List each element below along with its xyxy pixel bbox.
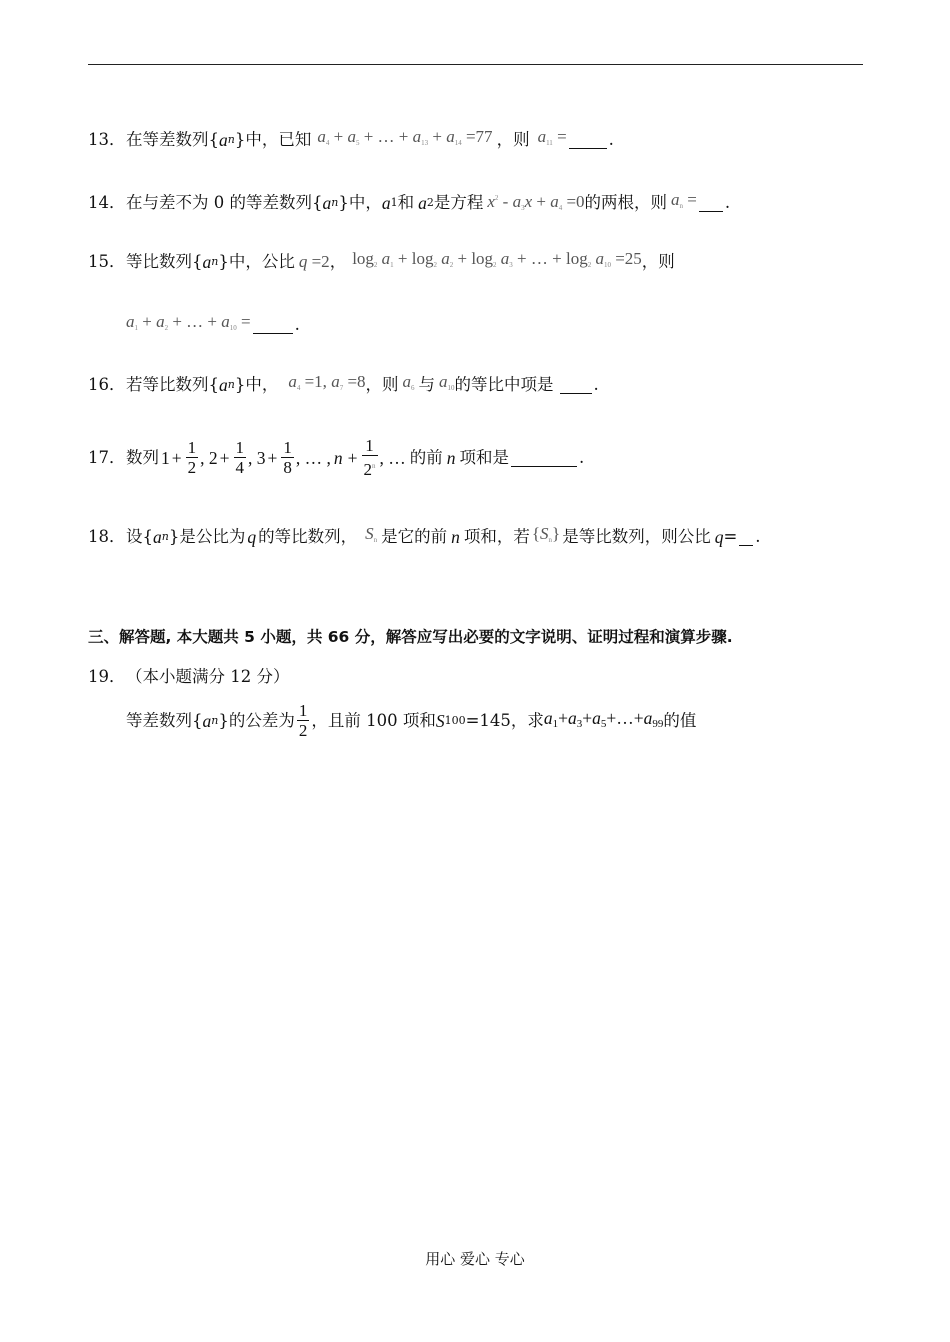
question-15-continued: $a_1 + a_2$ + … + $a_{10}$ = . (126, 311, 300, 339)
answer-blank (560, 377, 592, 394)
answer-blank (699, 195, 723, 212)
page-footer: 用心 爱心 专心 (425, 1250, 525, 1268)
question-15: 15． 等比数列{ a n }中，公比 q =2 ， $\log_2 a_1 + \log_2 a_2 + \log_2 a_3$ + … + $\log_2 a_{10} =25$ ，则 (88, 248, 675, 276)
formula-a10: $a_{10}$ (439, 372, 455, 392)
sequence-formula: 1 + $\frac{1}{2}$ , 2 + $\frac{1}{4}$ , 3 + $\frac{1}{8}$ , … , n + $\frac{1}{2^n}$ , … (161, 436, 406, 479)
answer-blank (739, 529, 753, 546)
formula-logs: $\log_2 a_1 + \log_2 a_2 + \log_2 a_3$ + … + $\log_2 a_{10} =25$ (352, 249, 642, 269)
formula-lhs: $a_{11}$ = (537, 127, 567, 147)
formula: $a_4 + a_5$ + … + $a_{13} + a_{14} =77$ (317, 127, 493, 147)
question-18: 18． 设{ a n }是公比为 q 的等比数列， $S_n$ 是它的前 n 项和，若 $\{S_n\}$ 是等比数列，则公比 q = . (88, 523, 761, 551)
question-19: 19． （本小题满分 12 分） (88, 667, 290, 686)
formula: $x^2 - a_3x + a_4 =0$ (487, 192, 585, 212)
formula-ratio: q =2 (298, 252, 330, 271)
header-rule (88, 64, 863, 65)
formula-lhs: $a_n$ = (671, 190, 697, 210)
question-number: 13． (88, 130, 126, 149)
question-number: 16． (88, 375, 126, 394)
fraction-one-half: $\frac{1}{2}$ (298, 701, 308, 740)
question-13: 13． 在等差数列{ a n }中，已知 $a_4 + a_5$ + … + $a_{13} + a_{14} =77$ ，则 $a_{11}$ = . (88, 126, 614, 154)
formula-a6: $a_6$ (402, 372, 415, 392)
question-19-body: 等差数列{ a n }的公差为 $\frac{1}{2}$ ，且前 100 项和 S 100 =145，求 $a_1+a_3+a_5+\dots+a_{99}$ 的值 (126, 701, 697, 740)
odd-terms-sum: $a_1+a_3+a_5+\dots+a_{99}$ (543, 708, 664, 730)
formula-condition: $a_4 =1$, $a_7 =8$ (288, 372, 366, 392)
formula-set: $\{S_n\}$ (531, 524, 561, 544)
section-heading: 三、解答题, 本大题共 5 小题，共 66 分，解答应写出必要的文字说明、证明过程和演算步骤. (88, 628, 733, 646)
formula-sn: $S_n$ (365, 524, 378, 544)
answer-blank (569, 132, 607, 149)
question-number: 14． (88, 193, 126, 212)
question-17: 17． 数列 1 + $\frac{1}{2}$ , 2 + $\frac{1}{4}$ , 3 + $\frac{1}{8}$ , … , n + $\frac{1}{2^n}$ , … 的前 n 项和是 . (88, 436, 585, 479)
question-number: 19． (88, 667, 126, 686)
question-number: 18． (88, 527, 126, 546)
question-number: 17． (88, 448, 126, 467)
question-16: 16． 若等比数列{ a n }中， $a_4 =1$, $a_7 =8$ ，则 $a_6$ 与 $a_{10}$ 的等比中项是 . (88, 371, 599, 399)
question-14: 14． 在与差不为 0 的等差数列{ a n }中， a 1 和 a 2 是方程 $x^2 - a_3x + a_4 =0$ 的两根，则 $a_n$ = . (88, 187, 730, 219)
answer-blank (253, 317, 293, 334)
answer-blank (511, 450, 577, 467)
question-number: 15． (88, 252, 126, 271)
formula-sum: $a_1 + a_2$ + … + $a_{10}$ = (126, 312, 251, 332)
